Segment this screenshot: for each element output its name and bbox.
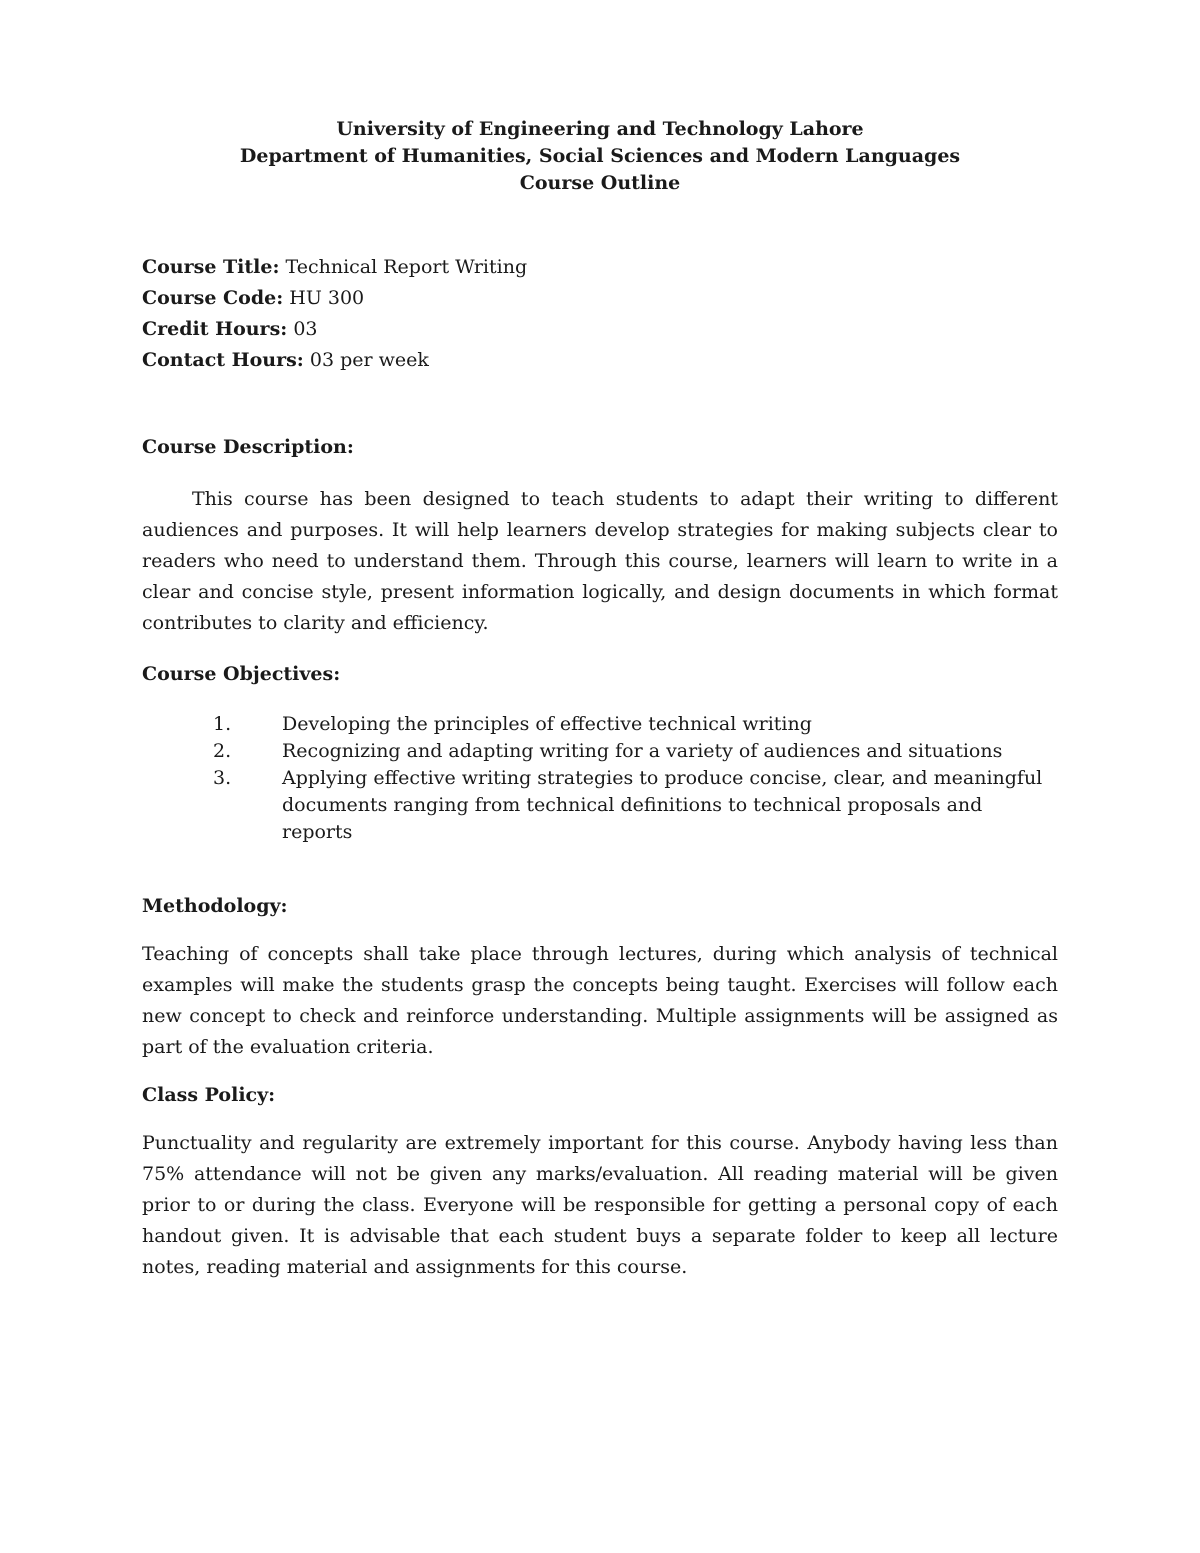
methodology-text: Teaching of concepts shall take place through lectures, during which analysis of technical examples will make the students grasp the concepts being taught. Exercises will follow each new concept to check and reinforce understanding. Multiple assignments will be assigned as part of the evaluation criteria.: [142, 943, 1058, 1058]
course-code-label: Course Code:: [142, 287, 284, 309]
course-info: [142, 252, 1058, 376]
objectives-heading: Course Objectives:: [142, 663, 341, 685]
objective-item: [142, 765, 1058, 846]
objectives-list: [142, 711, 1058, 846]
course-title-label: Course Title:: [142, 256, 280, 278]
course-title-line: [142, 252, 1058, 283]
university-name: University of Engineering and Technology Lahore: [336, 118, 864, 140]
description-heading: Course Description:: [142, 436, 354, 458]
objective-item: [142, 711, 1058, 738]
document-header: [142, 116, 1058, 197]
contact-hours-line: [142, 345, 1058, 376]
objective-number: 3.: [213, 767, 232, 789]
credit-hours-value: 03: [293, 318, 318, 340]
credit-hours-label: Credit Hours:: [142, 318, 288, 340]
objective-number: 1.: [213, 713, 232, 735]
course-title-value: Technical Report Writing: [285, 256, 528, 278]
methodology-heading: Methodology:: [142, 895, 288, 917]
document-type: Course Outline: [519, 172, 681, 194]
course-code-line: [142, 283, 1058, 314]
objective-item: [142, 738, 1058, 765]
contact-hours-value: 03 per week: [309, 349, 429, 371]
class-policy-text: Punctuality and regularity are extremely important for this course. Anybody having less than 75% attendance will not be given any marks/evaluation. All reading material will be given prior to or during the class. Everyone will be responsible for getting a personal copy of each handout given. It is advisable that each student buys a separate folder to keep all lecture notes, reading material and assignments for this course.: [142, 1132, 1058, 1278]
credit-hours-line: [142, 314, 1058, 345]
document-content: [142, 116, 1058, 1283]
department-name: Department of Humanities, Social Sciences and Modern Languages: [239, 145, 961, 167]
course-code-value: HU 300: [289, 287, 365, 309]
description-text: This course has been designed to teach students to adapt their writing to different audiences and purposes. It will help learners develop strategies for making subjects clear to readers who need to understand them. Through this course, learners will learn to write in a clear and concise style, present information logically, and design documents in which format contributes to clarity and efficiency.: [142, 488, 1058, 634]
contact-hours-label: Contact Hours:: [142, 349, 304, 371]
objective-text: Recognizing and adapting writing for a variety of audiences and situations: [282, 740, 1003, 762]
objective-text: Developing the principles of effective technical writing: [282, 713, 812, 735]
class-policy-heading: Class Policy:: [142, 1084, 276, 1106]
objective-number: 2.: [213, 740, 232, 762]
objective-text: Applying effective writing strategies to produce concise, clear, and meaningful documents ranging from technical definitions to technical proposals and reports: [282, 767, 1043, 843]
